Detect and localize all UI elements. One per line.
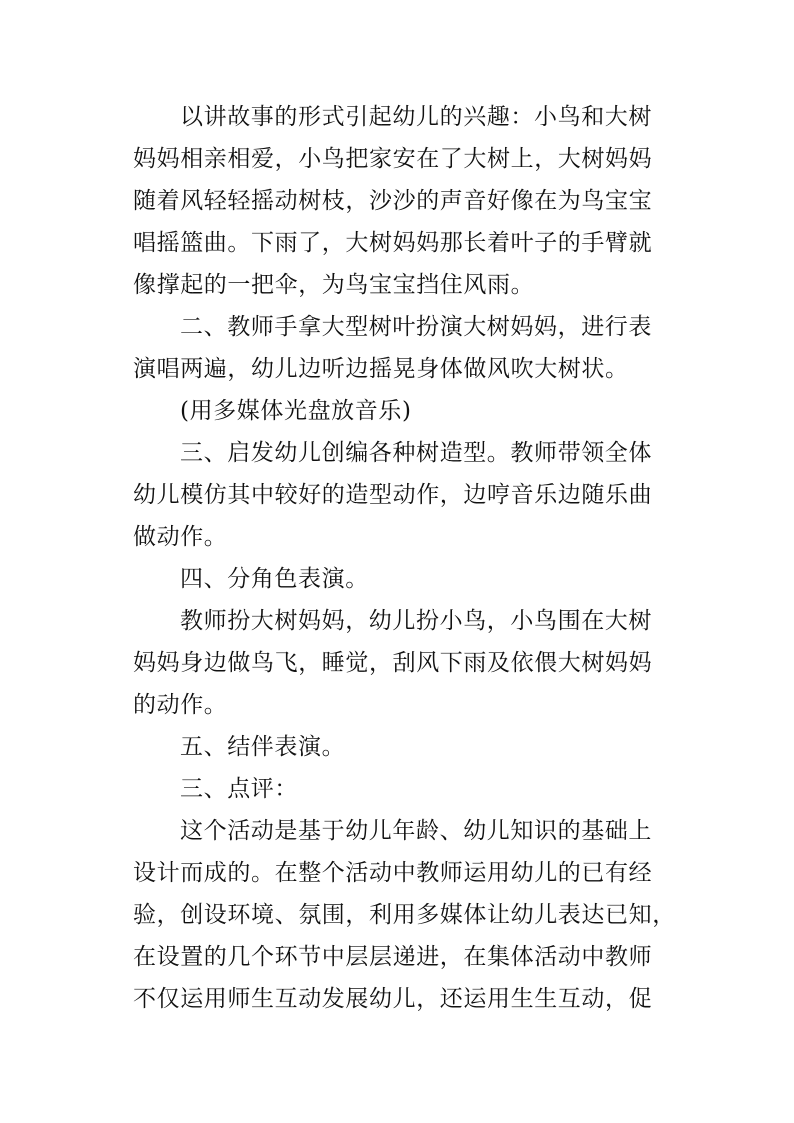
text-line-9: 三、启发幼儿创编各种树造型。教师带领全体 bbox=[180, 440, 652, 466]
text-line-14: 妈妈身边做鸟飞，睡觉，刮风下雨及依偎大树妈妈 bbox=[133, 650, 653, 676]
text-line-15: 的动作。 bbox=[133, 692, 228, 718]
text-line-11: 做动作。 bbox=[133, 524, 228, 550]
text-line-3: 随着风轻轻摇动树枝，沙沙的声音好像在为鸟宝宝 bbox=[133, 188, 653, 214]
text-line-10: 幼儿模仿其中较好的造型动作，边哼音乐边随乐曲 bbox=[133, 482, 653, 508]
text-line-1: 以讲故事的形式引起幼儿的兴趣：小鸟和大树 bbox=[180, 104, 652, 130]
text-line-4: 唱摇篮曲。下雨了，大树妈妈那长着叶子的手臂就 bbox=[133, 230, 653, 256]
text-line-22: 不仅运用师生互动发展幼儿，还运用生生互动，促 bbox=[133, 986, 653, 1012]
text-line-17: 三、点评： bbox=[180, 776, 298, 802]
text-line-20: 验，创设环境、氛围，利用多媒体让幼儿表达已知， bbox=[133, 902, 676, 928]
text-line-18: 这个活动是基于幼儿年龄、幼儿知识的基础上 bbox=[180, 818, 652, 844]
text-line-21: 在设置的几个环节中层层递进，在集体活动中教师 bbox=[133, 944, 653, 970]
text-line-12: 四、分角色表演。 bbox=[180, 566, 369, 592]
text-line-2: 妈妈相亲相爱，小鸟把家安在了大树上，大树妈妈 bbox=[133, 146, 653, 172]
text-line-13: 教师扮大树妈妈，幼儿扮小鸟，小鸟围在大树 bbox=[180, 608, 652, 634]
text-line-8: (用多媒体光盘放音乐) bbox=[180, 398, 412, 424]
text-line-6: 二、教师手拿大型树叶扮演大树妈妈，进行表 bbox=[180, 314, 652, 340]
text-line-7: 演唱两遍，幼儿边听边摇晃身体做风吹大树状。 bbox=[133, 356, 629, 382]
text-line-5: 像撑起的一把伞，为鸟宝宝挡住风雨。 bbox=[133, 272, 535, 298]
text-line-19: 设计而成的。在整个活动中教师运用幼儿的已有经 bbox=[133, 860, 653, 886]
text-line-16: 五、结伴表演。 bbox=[180, 734, 346, 760]
